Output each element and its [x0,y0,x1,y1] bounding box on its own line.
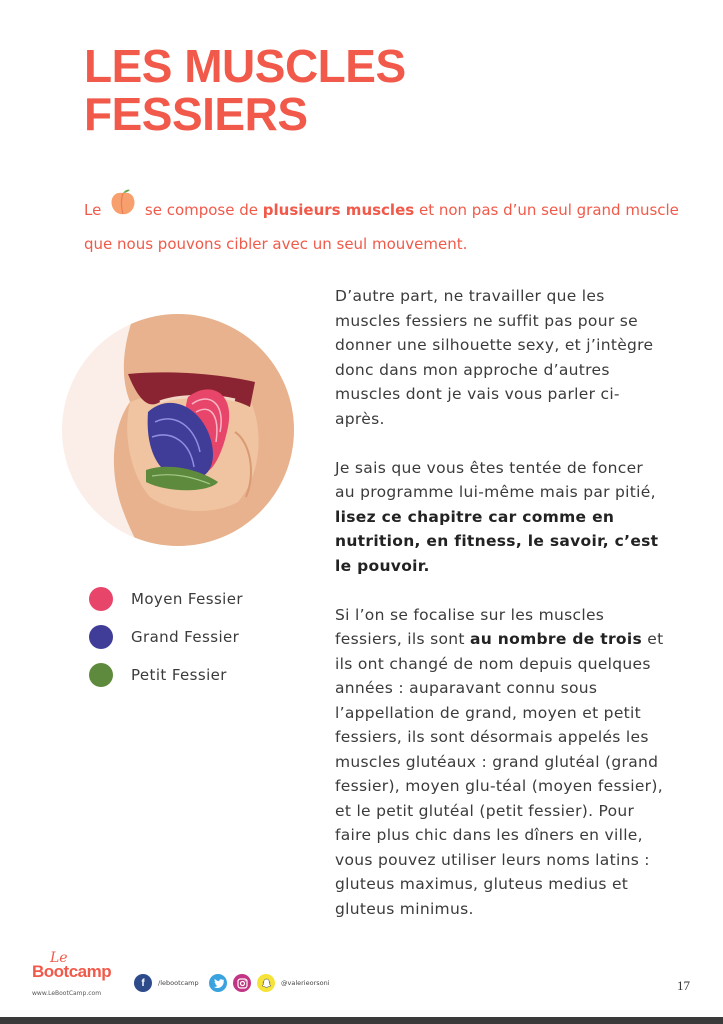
logo-url[interactable]: www.LeBootCamp.com [32,990,102,997]
facebook-icon: f [134,974,152,992]
page-bottom-edge [0,1017,723,1024]
logo-wordmark: Bootcamp [32,962,112,981]
instagram-icon[interactable] [233,974,251,992]
social-icons [209,974,330,992]
body-p2-text: Je sais que vous êtes tentée de foncer au programme lui-même mais par pitié, [335,458,656,501]
logo-le: Le [50,950,68,966]
snapchat-handle: @valerieorsoni [281,979,330,987]
legend-label: Petit Fessier [131,666,227,684]
page-number: 17 [677,978,690,993]
body-paragraph-2 [335,456,665,579]
legend-item-petit-fessier [89,656,243,694]
legend-item-grand-fessier [89,618,243,656]
page-title [84,42,406,138]
gluteal-muscles-illustration [60,312,296,552]
facebook-link[interactable] [134,974,199,992]
intro-text-2: se compose de [144,201,263,219]
intro-paragraph [84,193,684,260]
body-paragraph-1: D’autre part, ne travailler que les muscles fessiers ne suffit pas pour se donner une silhouette sexy, et j’intègre donc dans mon approche d’autres muscles dont je vais vous parler ci-après. [335,287,654,428]
facebook-handle: /lebootcamp [158,979,199,987]
legend-dot-grand-fessier [89,625,113,649]
legend-dot-moyen-fessier [89,587,113,611]
twitter-icon[interactable] [209,974,227,992]
peach-icon [108,187,138,228]
body-p2-bold: lisez ce chapitre car comme en nutrition, en fitness, le savoir, c’est le pouvoir. [335,507,659,575]
body-p3-bold: au nombre de trois [470,630,643,648]
body-text [335,284,665,946]
body-paragraph-3 [335,603,665,922]
intro-text-3: et non pas d’un seul grand muscle que nous pouvons cibler avec un seul mouvement. [84,201,679,253]
title-line-1: LES MUSCLES [84,40,406,92]
legend-label: Grand Fessier [131,628,240,646]
intro-bold: plusieurs muscles [262,201,415,219]
body-p3-text-a: Si l’on se focalise sur les muscles fessiers, ils sont [335,605,605,648]
legend-dot-petit-fessier [89,663,113,687]
title-line-2: FESSIERS [84,88,308,140]
body-p3-text-c: et ils ont changé de nom depuis quelques années : auparavant connu sous l’appellation de grand, moyen et petit fessiers, ils sont désormais appelés les muscles glutéaux : grand glutéal (grand fessier), moyen glu-téal (moyen fessier), et le petit glutéal (petit fessier). Pour faire plus chic dans les dîners en ville, vous pouvez utiliser leurs noms latins : gluteus maximus, gluteus medius et gluteus minimus. [335,630,664,918]
legend-label: Moyen Fessier [131,590,243,608]
snapchat-icon[interactable] [257,974,275,992]
bootcamp-logo[interactable] [32,950,122,1002]
intro-text-1: Le [84,201,102,219]
legend-item-moyen-fessier [89,580,243,618]
muscle-legend [89,580,243,694]
